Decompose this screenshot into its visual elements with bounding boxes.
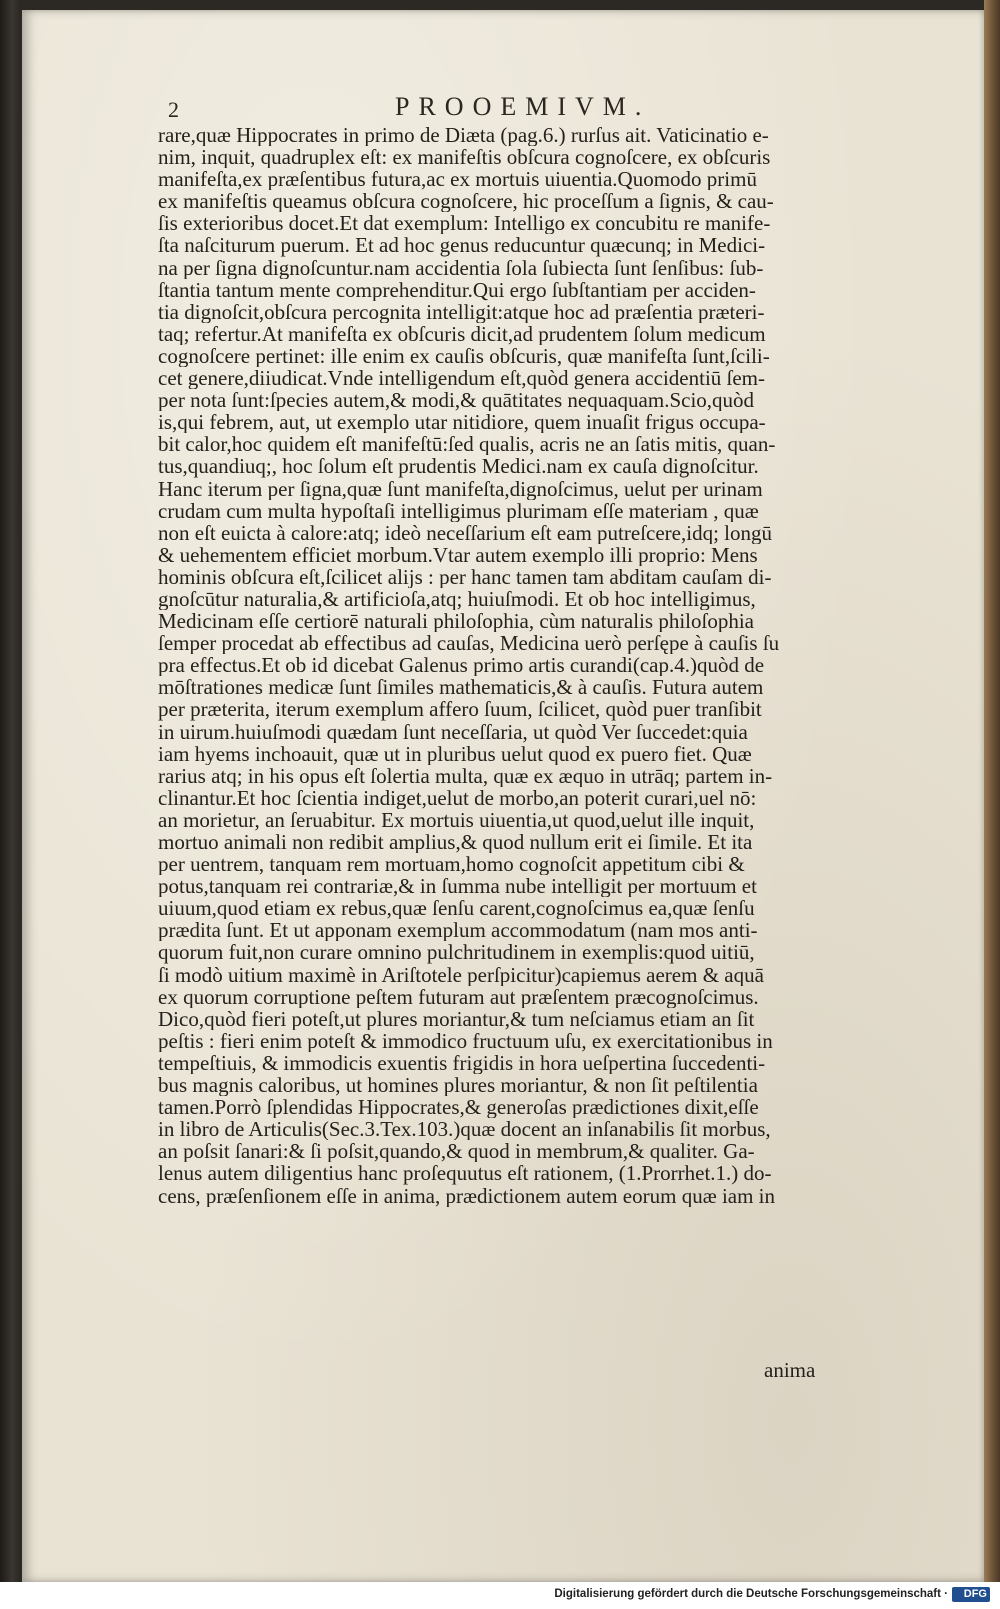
text-line: in uirum.huiuſmodi quædam ſunt neceſſaria, ut quòd Ver ſuccedet:quia xyxy=(158,720,748,743)
dfg-logo-label: DFG xyxy=(963,1588,987,1600)
book-edge xyxy=(984,0,1000,1609)
text-line: cens, præſenſionem eſſe in anima, prædictionem autem eorum quæ iam in xyxy=(158,1184,776,1207)
text-line: ſtantia tantum mente comprehenditur.Qui ergo ſubſtantiam per acciden- xyxy=(158,278,756,301)
text-line: per nota ſunt:ſpecies autem,& modi,& quātitates nequaquam.Scio,quòd xyxy=(158,389,755,412)
text-line: rarius atq; in his opus eſt ſolertia multa, quæ ex æquo in utrāq; partem in- xyxy=(158,764,773,787)
text-line: hominis obſcura eſt,ſcilicet alijs : per hanc tamen tam abditam cauſam di- xyxy=(158,565,772,588)
text-line: Medicinam eſſe certiorē naturali philoſophia, cùm naturalis philoſophia xyxy=(158,610,754,633)
text-line: quorum fuit,non curare omnino pulchritudinem in exemplis:quod uitiū, xyxy=(158,941,755,964)
text-line: mortuo animali non redibit amplius,& quod nullum erit ei ſimile. Et ita xyxy=(158,831,753,854)
body-text xyxy=(158,124,858,1207)
text-line: per præterita, iterum exemplum affero ſuum, ſcilicet, quòd puer tranſibit xyxy=(158,698,762,721)
text-line: an poſsit ſanari:& ſi poſsit,quando,& quod in membrum,& qualiter. Ga- xyxy=(158,1140,755,1163)
text-line: Hanc iterum per ſigna,quæ ſunt manifeſta,dignoſcimus, uelut per urinam xyxy=(158,477,763,500)
text-line: manifeſta,ex præſentibus futura,ac ex mortuis uiuentia.Quomodo primū xyxy=(158,168,757,191)
text-line: bit calor,hoc quidem eſt manifeſtū:ſed qualis, acris ne an ſatis mitis, quan- xyxy=(158,433,776,456)
text-line: non eſt euicta à calore:atq; ideò neceſſarium eſt eam putreſcere,idq; longū xyxy=(158,521,772,544)
text-line: clinantur.Et hoc ſcientia indiget,uelut de morbo,an poterit curari,uel nō: xyxy=(158,786,757,809)
text-line: potus,tanquam rei contrariæ,& in ſumma nube intelligit per mortuum et xyxy=(158,875,757,898)
text-line: tempeſtiuis, & immodicis exuentis frigidis in hora ueſpertina ſuccedenti- xyxy=(158,1051,766,1075)
text-line: taq; refertur.At manifeſta ex obſcuris dicit,ad prudentem ſolum medicum xyxy=(158,322,766,345)
text-line: & uehementem efficiet morbum.Vtar autem exemplo illi proprio: Mens xyxy=(158,543,758,566)
text-line: tus,quandiuq;, hoc ſolum eſt prudentis Medici.nam ex cauſa dignoſcitur. xyxy=(158,455,759,478)
text-line: gnoſcūtur naturalia,& artificioſa,atq; huiuſmodi. Et ob hoc intelligimus, xyxy=(158,587,756,611)
footer-credit: Digitalisierung gefördert durch die Deutsche Forschungsgemeinschaft · xyxy=(554,1588,948,1600)
text-line: bus magnis caloribus, ut homines plures moriantur, & non ſit peſtilentia xyxy=(158,1074,758,1097)
running-head: PROOEMIVM. xyxy=(395,92,651,121)
text-line: na per ſigna dignoſcuntur.nam accidentia ſola ſubiecta ſunt ſenſibus: ſub- xyxy=(158,256,764,279)
text-line: crudam cum multa hypoſtaſi intelligimus plurimam eſſe materiam , quæ xyxy=(158,499,759,522)
text-line: an morietur, an ſeruabitur. Ex mortuis uiuentia,ut quod,uelut ille inquit, xyxy=(158,808,755,831)
text-line: mōſtrationes medicæ ſunt ſimiles mathematicis,& à cauſis. Futura autem xyxy=(158,676,764,699)
text-line: ex quorum corruptione peſtem futuram aut præſentem præcognoſcimus. xyxy=(158,985,759,1008)
text-line: ſemper procedat ab effectibus ad cauſas, Medicina uerò perſępe à cauſis ſu xyxy=(158,632,780,655)
text-line: uiuum,quod etiam ex rebus,quæ ſenſu carent,cognoſcimus ea,quæ ſenſu xyxy=(158,897,755,920)
text-line: ſta naſciturum puerum. Et ad hoc genus reducuntur quæcunq; in Medici- xyxy=(158,234,766,257)
text-line: ex manifeſtis queamus obſcura cognoſcere, hic proceſſum a ſignis, & cau- xyxy=(158,190,774,213)
text-line: lenus autem diligentius hanc proſequutus eſt rationem, (1.Prorrhet.1.) do- xyxy=(158,1162,772,1185)
text-line: Dico,quòd fieri poteſt,ut plures moriantur,& tum neſciamus etiam an ſit xyxy=(158,1007,755,1030)
text-line: in libro de Articulis(Sec.3.Tex.103.)quæ docent an inſanabilis ſit morbus, xyxy=(158,1118,771,1141)
text-line: iam hyems inchoauit, quæ ut in pluribus uelut quod ex puero fiet. Quæ xyxy=(158,742,752,765)
text-line: is,qui febrem, aut, ut exemplo utar nitidiore, quem inuaſit frigus occupa- xyxy=(158,411,766,434)
text-line: peſtis : fieri enim poteſt & immodico fructuum uſu, ex exercitationibus in xyxy=(158,1029,773,1052)
text-line: tia dignoſcit,obſcura percognita intelligit:atque hoc ad præſentia præteri- xyxy=(158,300,765,323)
text-line: rare,quæ Hippocrates in primo de Diæta (pag.6.) rurſus ait. Vaticinatio e- xyxy=(158,124,769,147)
page-number: 2 xyxy=(168,97,179,122)
text-line: ſi modò uitium maximè in Ariſtotele perſpicitur)capiemus aerem & aquā xyxy=(158,963,764,986)
text-line: ſis exterioribus docet.Et dat exemplum: Intelligo ex concubitu re manife- xyxy=(158,212,771,235)
text-line: cet genere,diiudicat.Vnde intelligendum eſt,quòd genera accidentiū ſem- xyxy=(158,367,766,390)
catchword: anima xyxy=(764,1358,816,1382)
text-line: per uentrem, tanquam rem mortuam,homo cognoſcit appetitum cibi & xyxy=(158,853,745,876)
text-line: nim, inquit, quadruplex eſt: ex manifeſtis obſcura cognoſcere, ex obſcuris xyxy=(158,146,771,169)
text-line: tamen.Porrò ſplendidas Hippocrates,& generoſas prædictiones dixit,eſſe xyxy=(158,1096,759,1119)
text-line: cognoſcere pertinet: ille enim ex cauſis obſcuris, quæ manifeſta ſunt,ſcili- xyxy=(158,344,770,368)
text-line: prædita ſunt. Et ut apponam exemplum accommodatum (nam mos anti- xyxy=(158,919,758,942)
text-line: pra effectus.Et ob id dicebat Galenus primo artis curandi(cap.4.)quòd de xyxy=(158,654,765,677)
